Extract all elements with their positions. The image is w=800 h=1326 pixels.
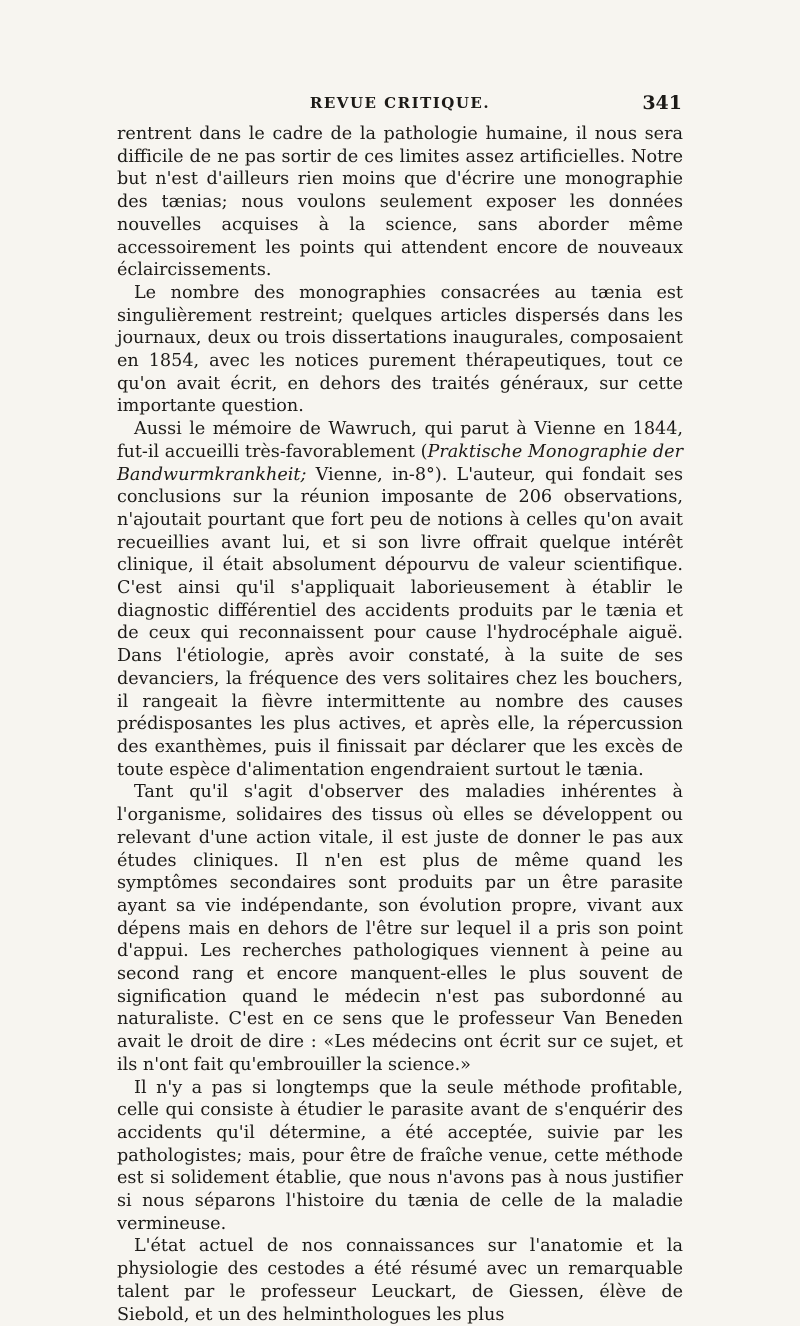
book-title-italic: Praktische Monographie der Bandwurmkrankheit; [117,441,683,485]
paragraph-3 [117,418,683,781]
paragraph-6: L'état actuel de nos connaissances sur l'anatomie et la physiologie des cestodes a été résumé avec un remarquable talent par le professeur Leuckart, de Giessen, élève de Siebold, et un des helminthologues les plus [117,1236,683,1325]
paragraph-4: Tant qu'il s'agit d'observer des maladies inhérentes à l'organisme, solidaires des tissus où elles se développent ou relevant d'une action vitale, il est juste de donner le pas aux études cliniques. Il n'en est plus de même quand les symptômes secondaires sont produits par un être parasite ayant sa vie indépendante, son évolution propre, vivant aux dépens mais en dehors de l'être sur lequel il a pris son point d'appui. Les recherches pathologiques viennent à peine au second rang et encore manquent-elles le plus souvent de signification quand le médecin n'est pas subordonné au naturaliste. C'est en ce sens que le professeur Van Beneden avait le droit de dire : «Les médecins ont écrit sur ce sujet, et ils n'ont fait qu'embrouiller la science.» [117,782,683,1075]
body-text [117,123,683,1326]
page-number: 341 [642,92,682,114]
paragraph-1: rentrent dans le cadre de la pathologie humaine, il nous sera difficile de ne pas sortir de ces limites assez artificielles. Notre but n'est d'ailleurs rien moins que d'écrire une monographie des tænias; nous voulons seulement exposer les données nouvelles acquises à la science, sans aborder même accessoirement les points qui attendent encore de nouveaux éclaircissements. [117,124,683,281]
paragraph-2: Le nombre des monographies consacrées au tænia est singulièrement restreint; quelques articles dispersés dans les journaux, deux ou trois dissertations inaugurales, composaient en 1854, avec les notices purement thérapeutiques, tout ce qu'on avait écrit, en dehors des traités généraux, sur cette importante question. [117,282,683,417]
paragraph-3-text-b: Vienne, in-8°). L'auteur, qui fondait ses conclusions sur la réunion imposante de 206 observations, n'ajoutait pourtant que fort peu de notions à celles qu'on avait recueillies avant lui, et si son livre offrait quelque intérêt clinique, il était absolument dépourvu de valeur scientifique. C'est ainsi qu'il s'appliquait laborieusement à établir le diagnostic différentiel des accidents produits par le tænia et de ceux qui reconnaissent pour cause l'hydrocéphale aiguë. Dans l'étiologie, après avoir constaté, à la suite de ses devanciers, la fréquence des vers solitaires chez les bouchers, il rangeait la fièvre intermittente au nombre des causes prédisposantes les plus actives, et après elle, la répercussion des exanthèmes, puis il finissait par déclarer que les excès de toute espèce d'alimentation engendraient surtout le tænia. [117,464,683,780]
running-header [118,94,682,118]
running-title: REVUE CRITIQUE. [309,94,491,112]
paragraph-5: Il n'y a pas si longtemps que la seule méthode profitable, celle qui consiste à étudier le parasite avant de s'enquérir des accidents qu'il détermine, a été acceptée, suivie par les pathologistes; mais, pour être de fraîche venue, cette méthode est si solidement établie, que nous n'avons pas à nous justifier si nous séparons l'histoire du tænia de celle de la maladie vermineuse. [117,1077,683,1234]
paragraph-3-text-a: Aussi le mémoire de Wawruch, qui parut à Vienne en 1844, fut-il accueilli très-favorablement ( [117,419,683,462]
